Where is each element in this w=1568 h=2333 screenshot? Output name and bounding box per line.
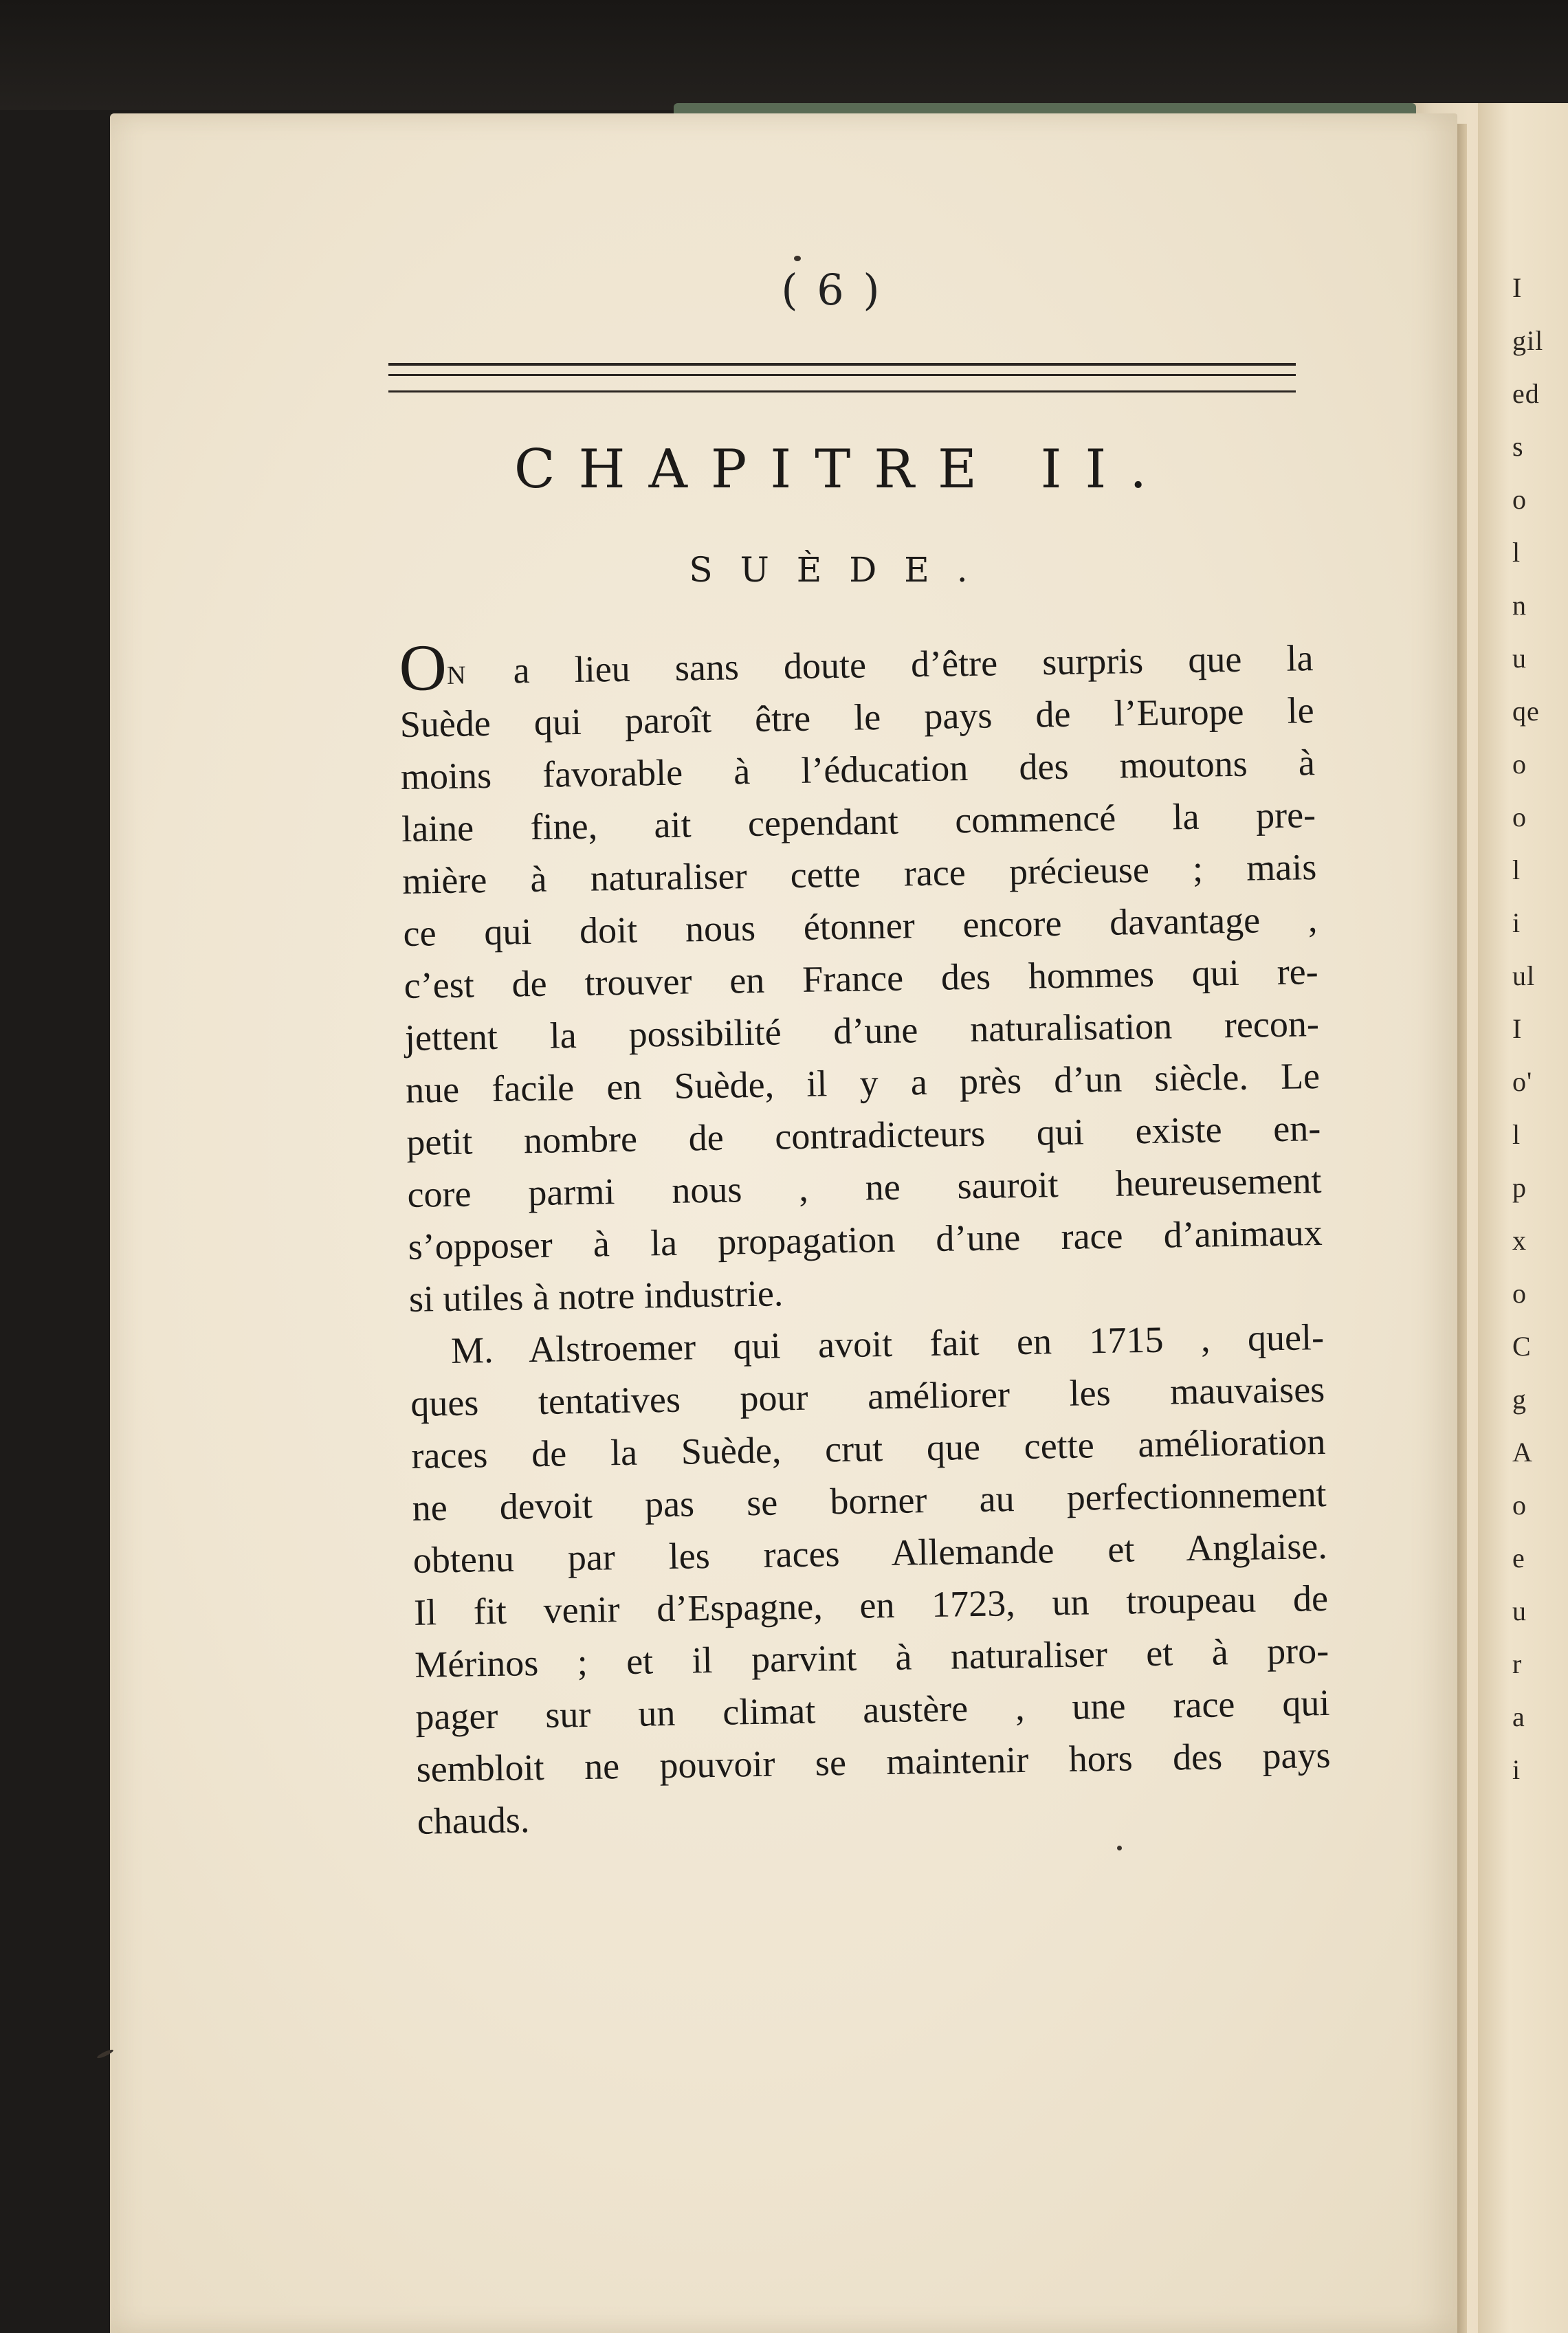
text-line: mière à naturaliser cette race précieuse ; mais [401,846,1317,902]
text-line: Il fit venir d’Espagne, en 1723, un troupeau de [413,1577,1329,1633]
fragment: n [1512,590,1527,621]
fragment: ul [1512,960,1536,991]
fragment: A [1512,1437,1533,1468]
header-rule [388,390,1296,392]
fragment: r [1512,1648,1523,1679]
text-line: nue facile en Suède, il y a près d’un siècle. Le [405,1055,1321,1111]
fragment: a [1512,1701,1525,1732]
fragment: e [1512,1543,1525,1573]
fragment: gil [1512,325,1544,356]
page-number: ( 6 ) [781,265,883,315]
fragment: l [1512,537,1521,568]
fragment: s [1512,431,1524,462]
page-gutter-shadow [1457,124,1467,2333]
text-line: jettent la possibilité d’une naturalisation recon- [404,1003,1320,1059]
text-line: laine fine, ait cependant commencé la pre- [401,794,1316,850]
text-line: races de la Suède, crut que cette amélioration [411,1420,1326,1477]
header-rule [388,363,1296,366]
drop-cap: O [398,630,448,705]
text-line: ques tentatives pour améliorer les mauvaises [410,1368,1325,1424]
fragment: g [1512,1384,1527,1415]
fragment: u [1512,1595,1527,1626]
dark-background [0,0,1568,110]
text-line: si utiles à notre industrie. [408,1272,784,1320]
fragment: I [1512,272,1523,303]
fragment: I [1512,1013,1523,1044]
fragment: ed [1512,378,1540,409]
fragment: o' [1512,1066,1533,1097]
fragment: o [1512,1490,1527,1521]
text-line: M. Alstroemer qui avoit fait en 1715 , quel- [450,1316,1325,1371]
text-line: pager sur un climat austère , une race qui [415,1681,1330,1738]
text-line: petit nombre de contradicteurs qui existe en- [406,1107,1321,1163]
fragment: o [1512,801,1527,832]
text-line: obtenu par les races Allemande et Anglaise. [412,1525,1328,1581]
header-rule [388,374,1296,376]
section-title: SUÈDE. [689,550,995,590]
small-caps: N [446,661,469,690]
fragment: u [1512,643,1527,674]
facing-page-text-fragments [1512,261,1568,1796]
text-line: s’opposer à la propagation d’une race d’animaux [408,1212,1323,1268]
paper-speck [794,256,801,261]
fragment: x [1512,1225,1527,1256]
text-line: chauds. [417,1799,530,1842]
text-line-content: a lieu sans doute d’être surpris que la [467,637,1314,692]
fragment: p [1512,1172,1527,1203]
text-line: Mérinos ; et il parvint à naturaliser et à pro- [414,1629,1329,1685]
text-line: sembloit ne pouvoir se maintenir hors des pays [416,1734,1331,1790]
fragment: qe [1512,696,1540,727]
fragment: i [1512,907,1521,938]
text-line: moins favorable à l’éducation des moutons à [400,742,1316,797]
fragment: i [1512,1754,1521,1785]
fragment: l [1512,854,1521,885]
text-line: core parmi nous , ne sauroit heureusement [407,1160,1322,1215]
text-line: ce qui doit nous étonner encore davantage , [403,898,1318,954]
fragment: o [1512,1278,1527,1309]
text-line: ne devoit pas se borner au perfectionnement [412,1472,1327,1529]
fragment: C [1512,1331,1532,1362]
text-line: c’est de trouver en France des hommes qui re- [404,951,1319,1006]
body-text [399,632,1332,1848]
text-line: Suède qui paroît être le pays de l’Europe le [399,689,1315,745]
fragment: l [1512,1119,1521,1150]
fragment: o [1512,749,1527,779]
chapter-title: CHAPITRE II. [514,439,1171,500]
paper-speck [1117,1846,1122,1850]
fragment: o [1512,484,1527,515]
